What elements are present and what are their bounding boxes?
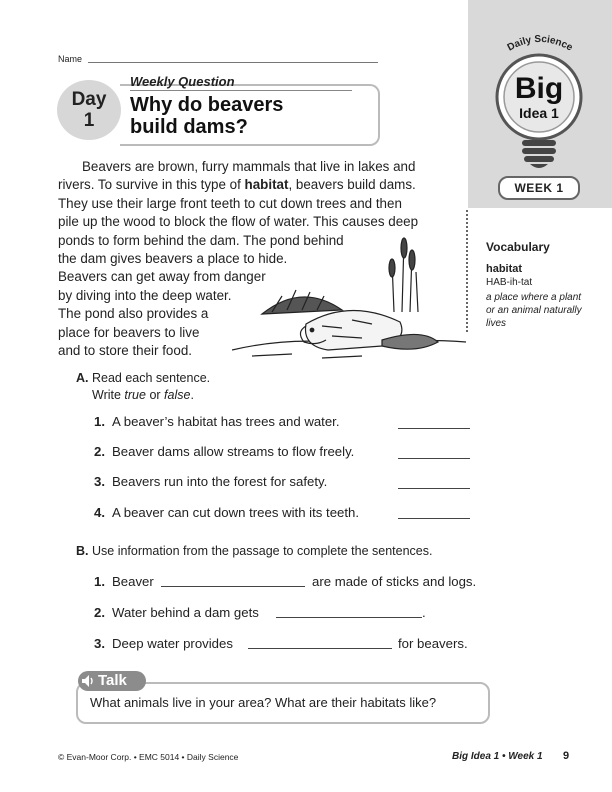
item-number: 1. bbox=[94, 574, 105, 589]
vocab-heading: Vocabulary bbox=[486, 240, 550, 254]
item-text: Beaver dams allow streams to flow freely. bbox=[112, 444, 355, 459]
item-text: Beavers run into the forest for safety. bbox=[112, 474, 328, 489]
speaker-icon bbox=[80, 673, 96, 689]
question-a3 bbox=[94, 474, 327, 489]
name-line bbox=[88, 62, 378, 63]
passage-line: the dam gives beavers a place to hide. bbox=[58, 251, 288, 267]
passage-line: ponds to form behind the dam. The pond behind bbox=[58, 232, 344, 248]
vocab-divider bbox=[466, 210, 468, 332]
item-text-after: for beavers. bbox=[398, 636, 468, 651]
true-word: true bbox=[124, 388, 146, 402]
answer-blank-a1[interactable] bbox=[398, 428, 470, 429]
passage-line: and to store their food. bbox=[58, 343, 192, 359]
talk-question: What animals live in your area? What are their habitats like? bbox=[90, 695, 437, 710]
item-text: Deep water provides bbox=[112, 636, 233, 651]
title-line-2: build dams? bbox=[130, 116, 248, 138]
passage-line: rivers. To survive in this type of bbox=[58, 177, 245, 193]
item-number: 1. bbox=[94, 414, 105, 429]
section-a-label: A. bbox=[76, 371, 89, 385]
answer-blank-a3[interactable] bbox=[398, 488, 470, 489]
passage-line: They use their large front teeth to cut down trees and then bbox=[58, 195, 402, 211]
section-a bbox=[76, 370, 210, 404]
passage-line: Beavers can get away from danger bbox=[58, 269, 266, 285]
vocab-word: habitat bbox=[486, 263, 523, 275]
question-a1 bbox=[94, 414, 340, 429]
item-text: Beaver bbox=[112, 574, 154, 589]
answer-blank-a2[interactable] bbox=[398, 458, 470, 459]
item-number: 2. bbox=[94, 605, 105, 620]
item-number: 2. bbox=[94, 444, 105, 459]
day-label: Day bbox=[71, 89, 107, 110]
item-number: 3. bbox=[94, 474, 105, 489]
day-number: 1 bbox=[83, 110, 95, 131]
item-text-after: . bbox=[422, 605, 426, 620]
answer-blank-b2[interactable] bbox=[276, 617, 422, 618]
vocab-definition: a place where a plant or an animal naturally lives bbox=[486, 292, 582, 329]
question-a4 bbox=[94, 505, 359, 520]
section-b-label: B. bbox=[76, 544, 89, 558]
question-a2 bbox=[94, 444, 354, 459]
passage-line: by diving into the deep water. bbox=[58, 287, 232, 303]
lightbulb-icon bbox=[484, 52, 594, 172]
section-a-instruction: Write bbox=[92, 388, 125, 402]
badge-big: Big bbox=[514, 72, 564, 105]
badge-series: Daily Science bbox=[505, 33, 575, 54]
day-circle bbox=[57, 80, 121, 140]
section-a-instruction: . bbox=[190, 388, 194, 402]
vocab-term-habitat: habitat bbox=[244, 177, 289, 193]
answer-blank-a4[interactable] bbox=[398, 518, 470, 519]
svg-text:Daily Science bbox=[506, 34, 575, 54]
section-b-instruction: Use information from the passage to complete the sentences. bbox=[92, 544, 433, 558]
item-text: Water behind a dam gets bbox=[112, 605, 259, 620]
title-line-1: Why do beavers bbox=[130, 94, 284, 116]
question-b3 bbox=[94, 636, 233, 651]
name-label: Name bbox=[58, 54, 83, 64]
item-number: 4. bbox=[94, 505, 105, 520]
passage-line: The pond also provides a bbox=[58, 306, 209, 322]
badge-idea: Idea 1 bbox=[519, 105, 559, 121]
footer-unit: Big Idea 1 • Week 1 bbox=[452, 751, 543, 762]
answer-blank-b1[interactable] bbox=[161, 586, 305, 587]
question-b1 bbox=[94, 574, 154, 589]
footer-copyright: © Evan-Moor Corp. • EMC 5014 • Daily Science bbox=[58, 752, 239, 762]
answer-blank-b3[interactable] bbox=[248, 648, 392, 649]
item-text: A beaver’s habitat has trees and water. bbox=[112, 414, 340, 429]
section-a-instruction: or bbox=[145, 388, 165, 402]
false-word: false bbox=[164, 388, 191, 402]
passage-line: pile up the wood to block the flow of water. This causes deep bbox=[58, 214, 419, 230]
talk-label: Talk bbox=[98, 672, 127, 689]
passage-line: , beavers build dams. bbox=[288, 177, 416, 193]
beaver-illustration bbox=[232, 232, 466, 364]
passage-line: Beavers are brown, furry mammals that live in lakes and bbox=[82, 159, 416, 174]
passage-line: place for beavers to live bbox=[58, 324, 200, 340]
weekly-question-label: Weekly Question bbox=[130, 74, 235, 89]
item-text-after: are made of sticks and logs. bbox=[312, 574, 477, 589]
question-b2 bbox=[94, 605, 259, 620]
section-a-instruction: Read each sentence. bbox=[92, 371, 211, 385]
page-number: 9 bbox=[563, 750, 570, 762]
week-badge: WEEK 1 bbox=[498, 176, 580, 200]
page-title bbox=[130, 94, 370, 138]
vocab-pronunciation: HAB-ih-tat bbox=[486, 277, 533, 288]
item-number: 3. bbox=[94, 636, 105, 651]
section-b bbox=[76, 544, 432, 558]
weekly-question-rule bbox=[130, 90, 352, 91]
item-text: A beaver can cut down trees with its teeth. bbox=[112, 505, 360, 520]
